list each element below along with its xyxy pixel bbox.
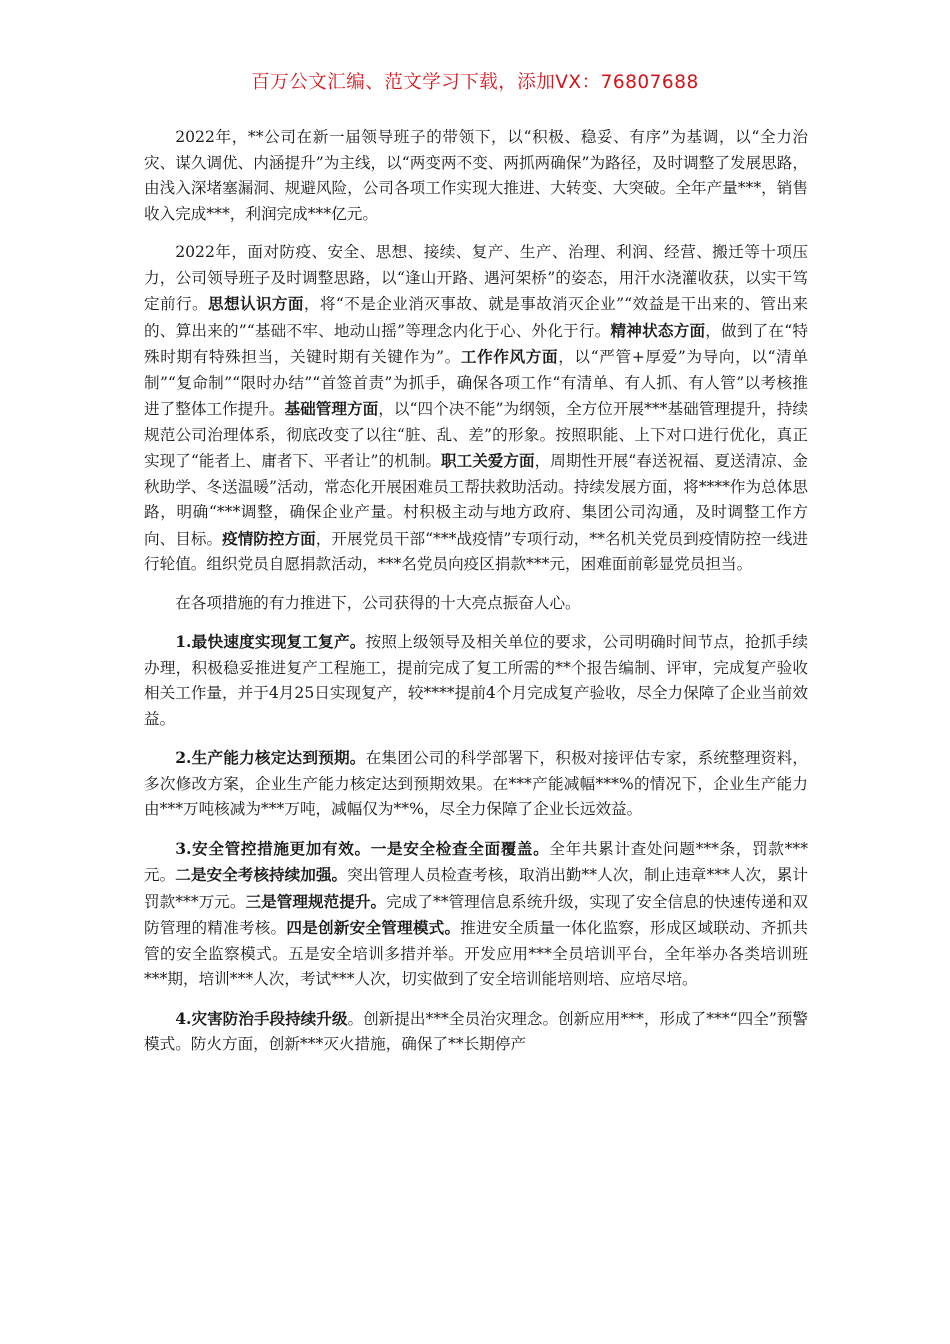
document-body xyxy=(144,125,808,1071)
text-run: 按照上级领导及相关单位的要求，公司明确时间节点，抢抓手续办理，积极稳妥推进复产工程施工，提前完成了复工所需的**个报告编制、评审，完成复产验收相关工作量，并于4月25日实现复产，较****提前4个月完成复产验收，尽全力保障了企业当前效益。 xyxy=(144,633,808,728)
text-run: 2022年，面对防疫、安全、思想、接续、复产、生产、治理、利润、经营、搬迁等十项压力，公司领导班子及时调整思路，以“逢山开路、遇河架桥”的姿态，用汗水浇灌收获，以实干笃定前行。 xyxy=(144,243,808,313)
text-run: ，做到了在“特殊时期有特殊担当，关键时期有关键作为”。 xyxy=(144,321,808,366)
bold-heading: 4.灾害防治手段持续升级 xyxy=(175,1008,348,1028)
paragraph-6 xyxy=(144,836,808,993)
text-run: 完成了**管理信息系统升级，实现了安全信息的快速传递和双防管理的精准考核。 xyxy=(144,892,808,937)
bold-heading: 精神状态方面 xyxy=(610,320,706,340)
paragraph-1 xyxy=(144,125,808,227)
bold-heading: 职工关爱方面 xyxy=(440,451,535,470)
bold-heading: 2.生产能力核定达到预期。 xyxy=(175,748,366,767)
text-run: 2022年，**公司在新一届领导班子的带领下，以“积极、稳妥、有序”为基调，以“全力治灾、谋久调优、内涵提升”为主线，以“两变两不变、两抓两确保”为路径，及时调整了发展思路，由浅入深堵塞漏洞、规避风险，公司各项工作实现大推进、大转变、大突破。全年产量***，销售收入完成***，利润完成***亿元。 xyxy=(144,128,808,223)
bold-heading: 3.安全管控措施更加有效。一是安全检查全面覆盖。 xyxy=(175,838,550,858)
bold-heading: 基础管理方面 xyxy=(284,399,379,418)
paragraph-3 xyxy=(144,591,808,617)
bold-heading: 二是安全考核持续加强。 xyxy=(175,865,348,884)
text-run: 全年共累计查处问题***条，罚款***元。 xyxy=(144,839,808,884)
paragraph-7 xyxy=(144,1006,808,1058)
watermark-banner: 百万公文汇编、范文学习下载，添加VX：76807688 xyxy=(251,72,699,93)
text-run: 突出管理人员检查考核，取消出勤**人次，制止违章***人次，累计罚款***万元。 xyxy=(144,866,808,911)
text-run: ，开展党员干部“***战疫情”专项行动，**名机关党员到疫情防控一线进行轮值。组织党员自愿捐款活动，***名党员向疫区捐款***元，困难面前彰显党员担当。 xyxy=(144,529,808,573)
bold-heading: 思想认识方面 xyxy=(207,294,304,313)
paragraph-5 xyxy=(144,745,808,823)
text-run: 在各项措施的有力推进下，公司获得的十大亮点振奋人心。 xyxy=(175,593,581,612)
bold-heading: 四是创新安全管理模式。 xyxy=(286,918,461,937)
paragraph-4 xyxy=(144,629,808,732)
bold-heading: 三是管理规范提升。 xyxy=(245,891,387,911)
bold-heading: 1.最快速度实现复工复产。 xyxy=(175,632,366,651)
text-run: 。创新提出***全员治灾理念。创新应用***，形成了***“四全”预警模式。防火方面，创新***灭火措施，确保了**长期停产 xyxy=(144,1009,808,1053)
text-run: ，将“不是企业消灭事故、就是事故消灭企业”“效益是干出来的、管出来的、算出来的”“基础不牢、地动山摇”等理念内化于心、外化于行。 xyxy=(144,295,808,340)
bold-heading: 疫情防控方面 xyxy=(222,528,316,548)
text-run: 在集团公司的科学部署下，积极对接评估专家，系统整理资料，多次修改方案，企业生产能力核定达到预期效果。在***产能减幅***%的情况下，企业生产能力由***万吨核减为***万吨，减幅仅为**%，尽全力保障了企业长远效益。 xyxy=(144,749,808,818)
text-run: ，以“四个决不能”为纲领，全方位开展***基础管理提升，持续规范公司治理体系，彻底改变了以往“脏、乱、差”的形象。按照职能、上下对口进行优化，真正实现了“能者上、庸者下、平者让”的机制。 xyxy=(144,400,808,470)
paragraph-2 xyxy=(144,240,808,578)
text-run: 推进安全质量一体化监察，形成区域联动、齐抓共管的安全监察模式。五是安全培训多措并举。开发应用***全员培训平台，全年举办各类培训班***期，培训***人次，考试***人次，切实做到了安全培训能培则培、应培尽培。 xyxy=(144,919,808,988)
bold-heading: 工作作风方面 xyxy=(460,347,559,366)
text-run: ，周期性开展“春送祝福、夏送清凉、金秋助学、冬送温暖”活动，常态化开展困难员工帮扶救助活动。持续发展方面，将****作为总体思路，明确“***调整，确保企业产量。村积极主动与地方政府、集团公司沟通，及时调整工作方向、目标。 xyxy=(144,452,808,548)
text-run: ，以“严管+厚爱”为导向，以“清单制”“复命制”“限时办结”“首签首责”为抓手，确保各项工作“有清单、有人抓、有人管”以考核推进了整体工作提升。 xyxy=(144,348,808,418)
